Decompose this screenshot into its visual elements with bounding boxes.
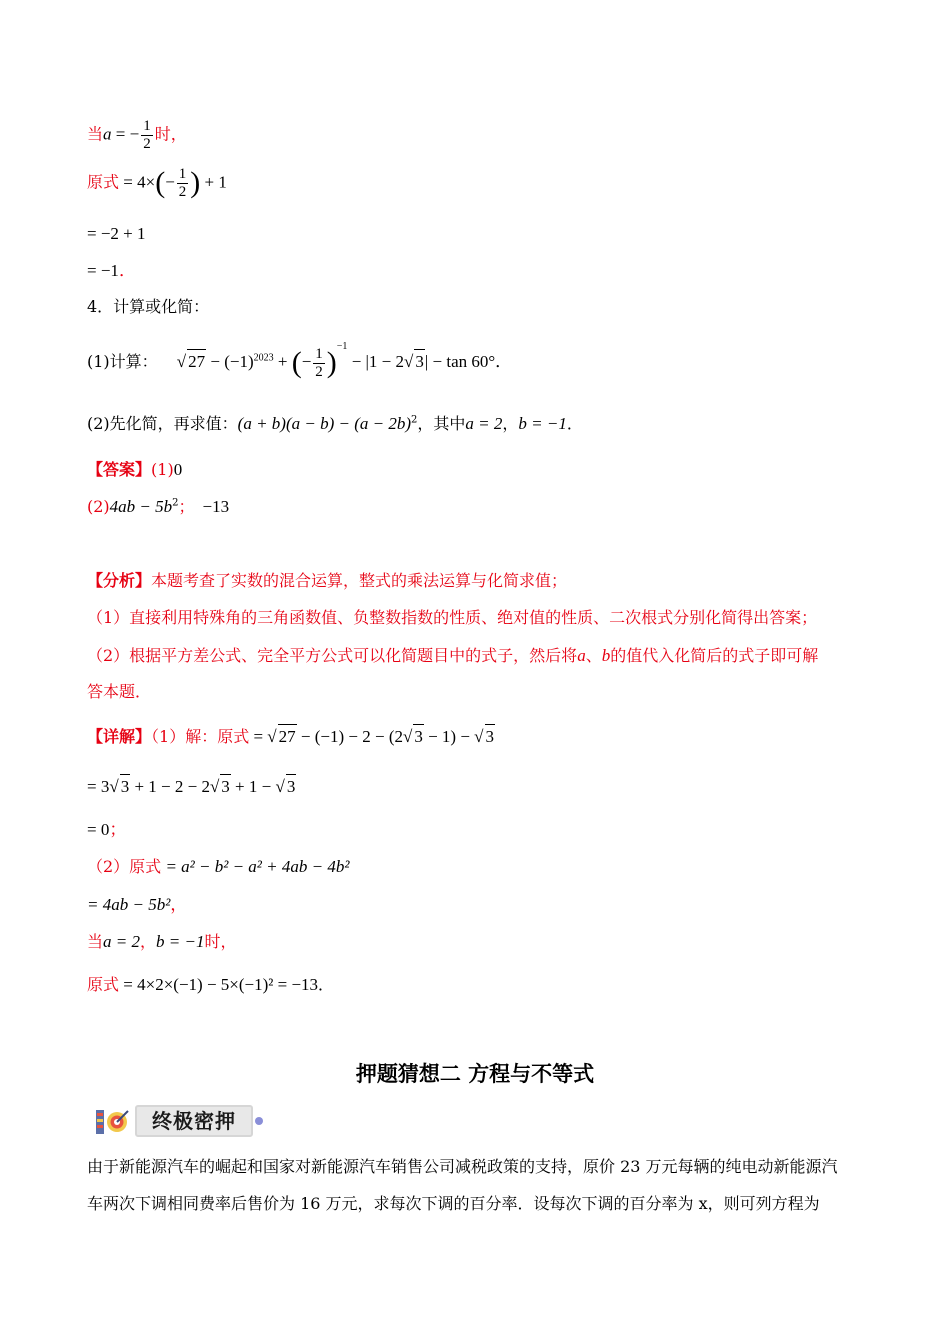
separator: ； [178,497,195,516]
variable-a: a [577,646,586,665]
exponent: −1 [336,341,348,352]
separator: 、 [585,646,602,665]
label: (1)计算： [87,352,158,371]
expression: + 1 − [230,777,276,796]
answer-label: 【答案】 [87,460,152,479]
variable-a: a [103,124,112,144]
detail-step [87,930,236,954]
value-b: b = −1 [518,414,567,433]
text: （2）根据平方差公式、完全平方公式可以化简题目中的式子，然后将 [87,646,578,665]
expression: = 3 [87,777,110,796]
exponent: 2 [411,414,418,426]
target-icon [95,1107,129,1137]
detail-step [87,973,334,997]
expression: = 4× [119,172,156,192]
text: ，其中 [417,414,466,433]
sign: − [301,352,312,371]
value: 0 [173,460,183,479]
exponent: 2023 [253,352,274,364]
sign: − [165,172,175,192]
expression: + [273,352,292,371]
separator: ， [140,932,157,951]
substitution-line: 原式 = 4×(− $\frac{1}{2}$ ) + 1 [87,166,227,200]
expression: = a² − b² − a² + 4ab − 4b² [161,857,350,876]
expression: = −1 [87,261,119,280]
problem-text [87,1148,877,1222]
denominator: 2 [315,363,323,380]
value: −13 [202,497,230,516]
value-a: a = 2 [465,414,503,433]
expression: − (−1) [206,352,254,371]
expression: | − tan 60°． [424,352,513,371]
expression: (a + b)(a − b) − (a − 2b) [237,414,412,433]
separator: ； [109,820,127,839]
text: 的值代入化简后的式子即可解 [610,646,819,665]
problem-line-1: 由于新能源汽车的崛起和国家对新能源汽车销售公司减税政策的支持，原价 23 万元每辆的纯电动新能源汽 [87,1157,838,1176]
text: 时， [204,932,237,951]
text: 原式 [87,172,120,192]
denominator: 2 [143,135,151,152]
equals-minus: = − [111,124,140,144]
detail-line: 【详解】（1）解：原式 = √ 27 − (−1) − 2 − (2√ 3 − 1) − √ 3 [87,724,495,749]
expression: + 1 [200,172,227,192]
period: ． [566,414,583,433]
question-part-1: (1)计算： √ $27 - (-1)^{2023}$ + (− $\frac{1}{2}$ )$^{-1}$ − |1 − 2√ 3| − tan 60°． [87,341,513,380]
step-line [87,259,136,283]
text: （1）解：原式 [151,727,250,746]
label: (2) [87,497,110,516]
period: ． [318,975,335,994]
fraction [141,118,153,152]
denominator: 2 [178,183,187,200]
detail-step [87,818,126,842]
expression: = 0 [87,820,110,839]
separator: ， [502,414,519,433]
expression: = [249,727,268,746]
analysis-line: （1）直接利用特殊角的三角函数值、负整数指数的性质、绝对值的性质、二次根式分别化简得出答案； [87,608,818,627]
numerator: 1 [315,346,323,363]
numerator: 1 [143,118,151,134]
text: 本题考查了实数的混合运算，整式的乘法运算与化简求值； [151,571,568,590]
question-title: 4．计算或化简： [87,297,210,316]
detail-step: = 3√ 3 + 1 − 2 − 2√ 3 + 1 − √ 3 [87,774,296,799]
label: 原式 [87,975,120,994]
text: 时， [154,124,187,144]
step-line: = −2 + 1 [87,224,146,243]
fraction [177,166,189,200]
analysis-line: 答本题． [87,682,152,701]
variable-b: b [601,646,611,665]
exponent: 2 [172,497,179,509]
expression: − (−1) − 2 − (2 [296,727,403,746]
expression: = 4ab − 5b² [87,895,171,914]
banner-title: 终极密押 [135,1105,253,1137]
expression: − 1) − [423,727,475,746]
label: (2)先化简，再求值： [87,414,238,433]
decorative-dot [255,1117,263,1125]
detail-step [87,855,349,879]
expression: 4ab − 5b [109,497,173,516]
radicand: 3 [220,774,231,799]
detail-step [87,893,187,917]
label: （2）原式 [87,857,162,876]
radicand: 27 [187,349,206,374]
banner [95,1103,265,1139]
value-a: a = 2 [103,932,140,951]
period: ． [118,261,136,280]
expression: = 4×2×(−1) − 5×(−1)² = −13 [119,975,319,994]
expression: − |1 − 2 [347,352,405,371]
radicand: 27 [278,724,297,749]
given-value-line [87,118,187,152]
problem-line-2: 车两次下调相同费率后售价为 16 万元，求每次下调的百分率．设每次下调的百分率为 x，则可列方程为 [87,1194,820,1213]
separator: ， [170,895,188,914]
analysis-line [87,644,818,668]
radicand: 3 [286,774,297,799]
radicand: 3 [414,349,425,374]
analysis-label: 【分析】 [87,571,152,590]
section-title: 押题猜想二 方程与不等式 [355,1062,595,1086]
expression: + 1 − 2 − 2 [130,777,210,796]
fraction [313,346,325,380]
detail-label: 【详解】 [87,727,152,746]
radicand: 3 [485,724,496,749]
radicand: 3 [413,724,424,749]
answer-line-2 [87,495,229,519]
question-part-2 [87,412,583,436]
numerator: 1 [178,166,187,182]
text: 当 [87,124,104,144]
answer-line-1 [87,458,182,482]
radicand: 3 [120,774,131,799]
analysis-line [87,570,567,592]
value-b: b = −1 [156,932,205,951]
text: 当 [87,932,104,951]
label: (1) [151,460,174,479]
